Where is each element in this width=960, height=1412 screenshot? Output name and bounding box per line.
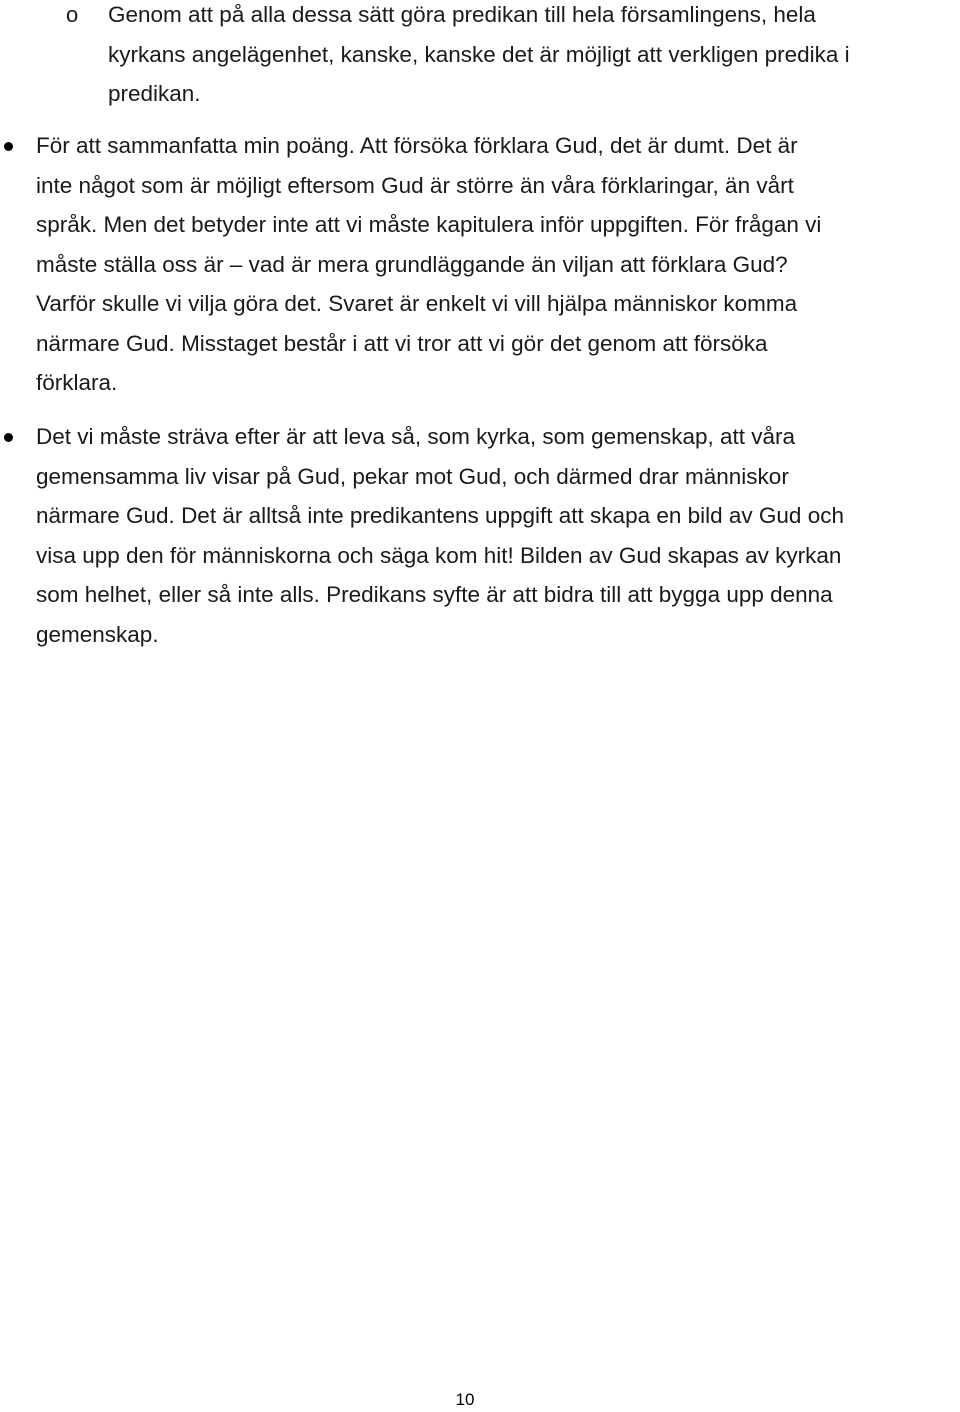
paragraph-line: gemenskap.	[36, 621, 159, 647]
paragraph-line: förklara.	[36, 370, 118, 395]
bullet-list-item	[36, 417, 960, 654]
paragraph-line: Det vi måste sträva efter är att leva så, som kyrka, som gemenskap, att våra	[36, 424, 796, 449]
paragraph-line: visa upp den för människorna och säga kom hit! Bilden av Gud skapas av kyrkan	[36, 542, 842, 568]
bullet-list-item	[36, 126, 960, 403]
sub-bullet-marker: o	[66, 2, 79, 27]
page-number: 10	[455, 1390, 475, 1409]
paragraph-line: närmare Gud. Misstaget består i att vi tror att vi gör det genom att försöka	[36, 330, 768, 356]
paragraph-line: kyrkans angelägenhet, kanske, kanske det är möjligt att verkligen predika i	[108, 41, 850, 67]
paragraph-line: språk. Men det betyder inte att vi måste kapitulera inför uppgiften. För frågan vi	[36, 212, 822, 237]
paragraph-line: inte något som är möjligt eftersom Gud är större än våra förklaringar, än vårt	[36, 172, 794, 198]
bullet-icon	[4, 142, 13, 151]
paragraph-line: predikan.	[108, 81, 201, 106]
paragraph-line: gemensamma liv visar på Gud, pekar mot Gud, och därmed drar människor	[36, 463, 789, 489]
sub-list-item	[108, 0, 960, 114]
paragraph-line: Genom att på alla dessa sätt göra predikan till hela församlingens, hela	[108, 2, 816, 27]
bullet-icon	[4, 433, 13, 442]
paragraph-line: måste ställa oss är – vad är mera grundläggande än viljan att förklara Gud?	[36, 251, 788, 277]
paragraph-line: För att sammanfatta min poäng. Att försöka förklara Gud, det är dumt. Det är	[36, 133, 798, 158]
paragraph-line: närmare Gud. Det är alltså inte predikantens uppgift att skapa en bild av Gud och	[36, 503, 844, 528]
paragraph-line: som helhet, eller så inte alls. Predikans syfte är att bidra till att bygga upp denna	[36, 582, 833, 607]
paragraph-line: Varför skulle vi vilja göra det. Svaret är enkelt vi vill hjälpa människor komma	[36, 291, 798, 316]
